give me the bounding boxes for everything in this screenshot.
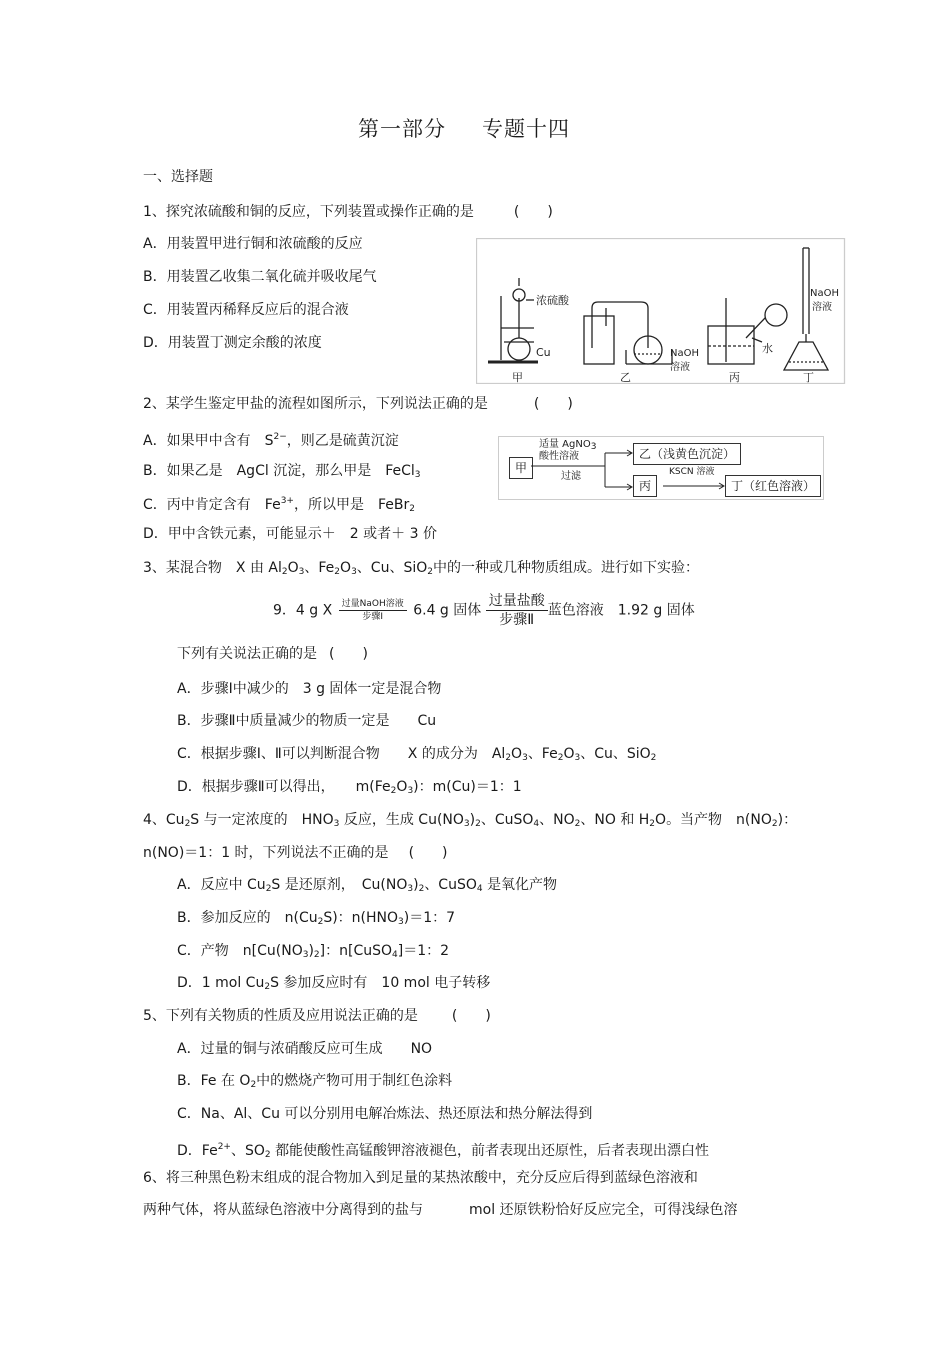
q3-scheme bbox=[273, 592, 695, 629]
q1-apparatus-figure bbox=[476, 238, 846, 384]
q3-arrow1-bot: 步骤Ⅰ bbox=[362, 612, 384, 622]
q6-line1: 6、将三种黑色粉末组成的混合物加入到足量的某热浓酸中，充分反应后得到蓝绿色溶液和 bbox=[143, 1170, 698, 1186]
q2-b-agcl: AgCl bbox=[236, 463, 269, 479]
q4-c-post: ＝1：2 bbox=[403, 943, 450, 959]
q3-scheme-mid: 6.4 g 固体 bbox=[413, 602, 482, 619]
q6-line2 bbox=[143, 1201, 738, 1219]
q4-b-post: ＝1：7 bbox=[409, 910, 456, 926]
q5-option-b: B．Fe 在 $O_2$中的燃烧产物可用于制红色涂料 bbox=[177, 1073, 453, 1090]
q5-option-d: D．$Fe^{2+}$、$SO_2$ 都能使酸性高锰酸钾溶液褪色，前者表现出还原性，后者表现出漂白性 bbox=[177, 1142, 710, 1160]
fig-label-naoh-1: NaOH bbox=[670, 348, 699, 359]
q4-d-pre: D．1 mol Cu bbox=[177, 975, 265, 991]
q2-a-post: ，则乙是硫黄沉淀 bbox=[286, 433, 399, 449]
q5-d-pre: D．Fe bbox=[177, 1143, 218, 1159]
flow-bing: 丙 bbox=[633, 475, 657, 497]
q5-paren: ( ) bbox=[451, 1008, 491, 1024]
q4-b-pre: B．参加反应的 bbox=[177, 910, 271, 926]
q5-stem bbox=[143, 1007, 491, 1025]
q5-option-a: A．过量的铜与浓硝酸反应可生成 NO bbox=[177, 1041, 433, 1057]
q3-lead bbox=[177, 645, 368, 663]
q3-scheme-start: 9．4 g X bbox=[273, 602, 333, 619]
flow-kscn: KSCN 溶液 bbox=[669, 467, 715, 477]
q6-line2-post: mol 还原铁粉恰好反应完全，可得浅绿色溶 bbox=[469, 1202, 738, 1218]
q3-arrow-step1 bbox=[339, 598, 407, 623]
q4-paren: ( ) bbox=[408, 845, 448, 861]
q3-d-pre: D．根据步骤Ⅱ可以得出， bbox=[177, 779, 328, 795]
q1-stem-text: 1、探究浓硫酸和铜的反应，下列装置或操作正确的是 bbox=[143, 204, 474, 220]
q4-option-c: C．产物 $n[Cu(NO_3)_2]$：n[CuSO$_4$]＝1：2 bbox=[177, 943, 450, 960]
q5-d-post: 都能使酸性高锰酸钾溶液褪色，前者表现出还原性，后者表现出漂白性 bbox=[275, 1143, 710, 1159]
q3-frac-top: 过量盐酸 bbox=[486, 592, 548, 611]
q4-c-pre: C．产物 bbox=[177, 943, 229, 959]
q3-paren: ( ) bbox=[329, 646, 368, 662]
q4-option-d: D．1 mol $Cu_2S$ 参加反应时有 10 mol 电子转移 bbox=[177, 975, 491, 992]
q2-option-a bbox=[143, 428, 399, 450]
q2-a-pre: A．如果甲中含有 bbox=[143, 433, 251, 449]
q1-option-d: D．用装置丁测定余酸的浓度 bbox=[143, 335, 322, 351]
flow-reagent-2: 酸性溶液 bbox=[539, 451, 579, 462]
q2-flowchart bbox=[498, 436, 824, 500]
q3-stem-pre: 3、某混合物 bbox=[143, 560, 222, 576]
fig-label-naoh-2: NaOH bbox=[810, 288, 839, 299]
section-heading: 一、选择题 bbox=[143, 169, 213, 185]
q3-option-c: C．根据步骤Ⅰ、Ⅱ可以判断混合物 X 的成分为 $Al_2O_3$、$Fe_2O_3$、Cu、SiO$_2$ bbox=[177, 746, 657, 763]
q3-arrow-step2 bbox=[486, 592, 548, 629]
q2-c-pre: C．丙中肯定含有 bbox=[143, 497, 251, 513]
flow-arrow-2 bbox=[663, 481, 727, 491]
q4-option-a: A．反应中 $Cu_2S$ 是还原剂， $Cu(NO_3)_2$、CuSO$_4$ 是氧化产物 bbox=[177, 877, 558, 894]
fig-label-water: 水 bbox=[762, 342, 773, 355]
q4-line1-end: 。当产物 bbox=[666, 812, 723, 828]
fig-label-conc-acid: 浓硫酸 bbox=[536, 294, 569, 307]
flow-jia: 甲 bbox=[509, 457, 533, 479]
fig-label-solution-2: 溶液 bbox=[812, 302, 832, 313]
q3-option-d: D．根据步骤Ⅱ可以得出， $m(Fe_2O_3)$：m(Cu)＝1：1 bbox=[177, 779, 522, 796]
q2-b-formula: FeCl bbox=[385, 463, 415, 479]
q4-line2-text: n(NO)＝1：1 时，下列说法不正确的是 bbox=[143, 845, 389, 861]
page-title bbox=[358, 117, 570, 141]
q4-option-b: B．参加反应的 $n(Cu_2S)$：$n(HNO_3)=1$：7 bbox=[177, 910, 456, 927]
q3-option-b: B．步骤Ⅱ中质量减少的物质一定是 Cu bbox=[177, 713, 437, 729]
q2-option-b bbox=[143, 462, 421, 484]
q4-line2 bbox=[143, 844, 448, 862]
flow-yi: 乙（浅黄色沉淀） bbox=[633, 443, 741, 465]
q3-stem: 3、某混合物 X 由 $Al_2O_3$、$Fe_2O_3$、Cu、SiO$_2$中的一种或几种物质组成。进行如下实验： bbox=[143, 560, 699, 577]
q2-stem bbox=[143, 395, 573, 413]
q2-c-mid: ，所以甲是 bbox=[293, 497, 364, 513]
q5-b-post: 中的燃烧产物可用于制红色涂料 bbox=[256, 1073, 453, 1089]
q2-b-sub: 3 bbox=[414, 470, 421, 480]
flow-reagent-1-text: 适量 AgNO bbox=[539, 439, 591, 450]
q3-frac-bot: 步骤Ⅱ bbox=[499, 612, 535, 628]
q3-lead-text: 下列有关说法正确的是 bbox=[177, 646, 317, 662]
q3-d-post: ：m(Cu)＝1：1 bbox=[418, 779, 522, 795]
fig-label-bing: 丙 bbox=[729, 371, 740, 384]
q2-c-ion: Fe bbox=[264, 497, 281, 513]
q1-option-c: C．用装置丙稀释反应后的混合液 bbox=[143, 302, 349, 318]
q2-paren: ( ) bbox=[533, 396, 573, 412]
q3-c-pre: C．根据步骤Ⅰ、Ⅱ可以判断混合物 X 的成分为 bbox=[177, 746, 478, 762]
q1-option-b: B．用装置乙收集二氧化硫并吸收尾气 bbox=[143, 269, 377, 285]
flow-filter: 过滤 bbox=[561, 471, 581, 482]
q3-arrow1-top: 过量NaOH溶液 bbox=[339, 598, 407, 611]
q2-b-mid: 沉淀，那么甲是 bbox=[273, 463, 372, 479]
q5-option-c: C．Na、Al、Cu 可以分别用电解冶炼法、热还原法和热分解法得到 bbox=[177, 1106, 593, 1122]
q2-stem-text: 2、某学生鉴定甲盐的流程如图所示，下列说法正确的是 bbox=[143, 396, 488, 412]
flow-arrows-1 bbox=[531, 445, 641, 495]
q3-scheme-end2: 1.92 g 固体 bbox=[617, 602, 695, 619]
q2-option-c bbox=[143, 492, 415, 518]
fig-label-solution-1: 溶液 bbox=[670, 362, 690, 373]
fig-label-ding: 丁 bbox=[803, 371, 814, 384]
flow-reagent-1-sub: 3 bbox=[590, 442, 597, 452]
q3-option-a: A．步骤Ⅰ中减少的 3 g 固体一定是混合物 bbox=[177, 681, 442, 697]
fig-label-jia: 甲 bbox=[512, 371, 523, 384]
q5-b-pre: B．Fe 在 O bbox=[177, 1073, 251, 1089]
q1-paren: ( ) bbox=[513, 204, 553, 220]
q2-a-charge: 2− bbox=[273, 432, 287, 442]
q2-c-formula: FeBr bbox=[377, 497, 410, 513]
q2-b-pre: B．如果乙是 bbox=[143, 463, 223, 479]
q2-a-ion: S bbox=[264, 433, 274, 449]
q1-stem bbox=[143, 203, 553, 221]
q2-c-sub: 2 bbox=[409, 504, 415, 514]
q1-option-a: A．用装置甲进行铜和浓硫酸的反应 bbox=[143, 236, 363, 252]
title-topic: 专题十四 bbox=[482, 117, 570, 141]
q2-c-charge: 3+ bbox=[280, 496, 294, 506]
fig-label-yi: 乙 bbox=[620, 371, 631, 384]
q3-stem-x: X 由 Al bbox=[235, 560, 282, 576]
title-part: 第一部分 bbox=[358, 117, 446, 141]
flow-ding: 丁（红色溶液） bbox=[725, 475, 821, 497]
q6-line2-pre: 两种气体，将从蓝绿色溶液中分离得到的盐与 bbox=[143, 1202, 423, 1218]
q3-scheme-end1: 蓝色溶液 bbox=[547, 602, 604, 619]
q4-a-post: 是氧化产物 bbox=[487, 877, 558, 893]
q5-stem-text: 5、下列有关物质的性质及应用说法正确的是 bbox=[143, 1008, 418, 1024]
q4-line1: 4、$Cu_2S$ 与一定浓度的 $HNO_3$ 反应，生成 $Cu(NO_3)_2$、CuSO$_4$、$NO_2$、NO 和 $H_2O$。当产物 $n(NO_2)$： bbox=[143, 812, 798, 829]
fig-label-cu: Cu bbox=[536, 346, 551, 359]
q3-stem-rest: 中的一种或几种物质组成。进行如下实验： bbox=[432, 560, 699, 576]
q2-option-d: D．甲中含铁元素，可能显示＋ 2 或者＋ 3 价 bbox=[143, 526, 437, 542]
q4-d-post: 参加反应时有 10 mol 电子转移 bbox=[283, 975, 491, 991]
